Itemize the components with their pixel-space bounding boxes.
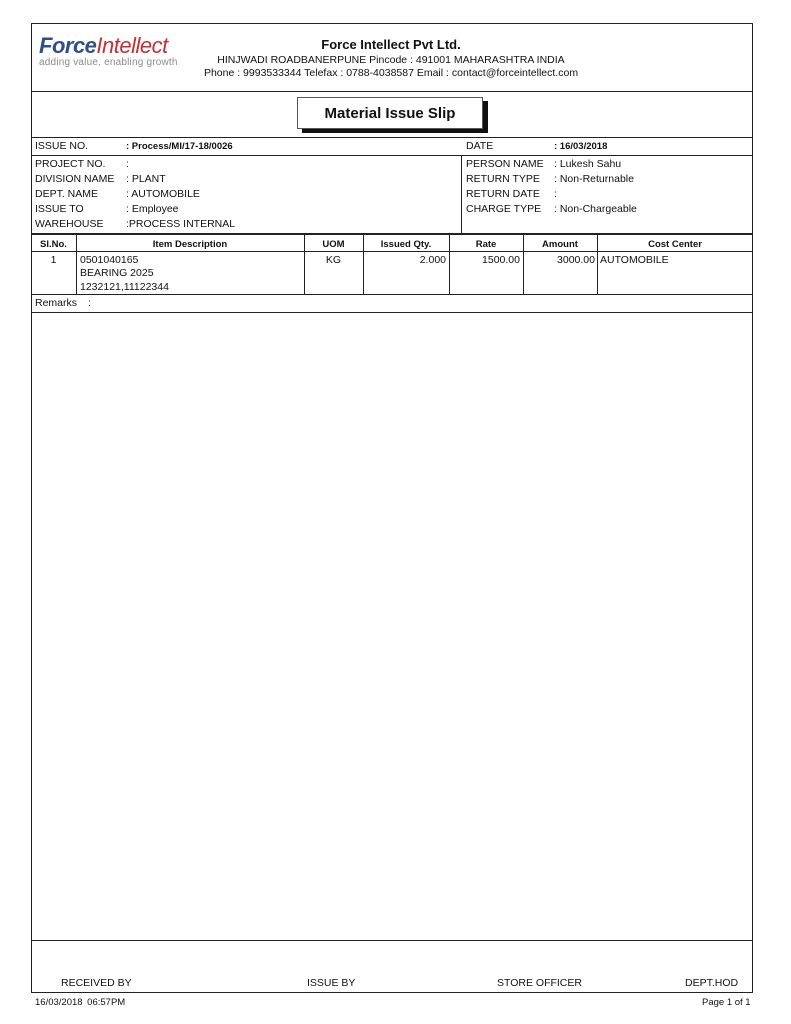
company-contact: Phone : 9993533344 Telefax : 0788-4038587 Email : contact@forceintellect.com bbox=[203, 67, 579, 79]
remarks-label: Remarks bbox=[35, 297, 78, 309]
return-date-label: RETURN DATE bbox=[466, 188, 540, 200]
company-address: HINJWADI ROADBANERPUNE Pincode : 491001 MAHARASHTRA INDIA bbox=[217, 54, 565, 66]
project-no-label: PROJECT NO. bbox=[35, 158, 106, 170]
page-number: Page 1 of 1 bbox=[702, 997, 751, 1008]
table-bottom-border bbox=[31, 294, 753, 295]
document-title: Material Issue Slip bbox=[297, 97, 483, 129]
cell-item-name: BEARING 2025 bbox=[80, 267, 154, 279]
document-page bbox=[31, 23, 753, 993]
received-by-label: RECEIVED BY bbox=[61, 977, 132, 989]
company-name: Force Intellect Pvt Ltd. bbox=[321, 37, 461, 52]
col-issued-qty: Issued Qty. bbox=[380, 239, 432, 250]
person-name-label: PERSON NAME bbox=[466, 158, 544, 170]
date-label: DATE bbox=[466, 140, 494, 152]
cell-issued-qty: 2.000 bbox=[419, 254, 446, 266]
cell-cost-center: AUTOMOBILE bbox=[600, 254, 669, 266]
table-top-border bbox=[31, 233, 753, 235]
issue-to-label: ISSUE TO bbox=[35, 203, 84, 215]
cell-rate: 1500.00 bbox=[482, 254, 520, 266]
charge-type-value: : Non-Chargeable bbox=[554, 203, 637, 215]
divider bbox=[31, 91, 753, 92]
project-no-value: : bbox=[126, 158, 129, 170]
col-rate: Rate bbox=[475, 239, 497, 250]
col-sl-no: Sl.No. bbox=[40, 239, 67, 250]
issue-no-value: : Process/MI/17-18/0026 bbox=[126, 141, 233, 152]
return-date-value: : bbox=[554, 188, 557, 200]
logo-force-text: Force bbox=[39, 33, 97, 58]
table-header-border bbox=[31, 251, 753, 252]
dept-name-value: : AUTOMOBILE bbox=[126, 188, 200, 200]
signature-divider bbox=[31, 940, 753, 941]
charge-type-label: CHARGE TYPE bbox=[466, 203, 542, 215]
division-name-value: : PLANT bbox=[126, 173, 166, 185]
issue-to-value: : Employee bbox=[126, 203, 179, 215]
issue-by-label: ISSUE BY bbox=[307, 977, 356, 989]
divider bbox=[31, 137, 753, 138]
warehouse-value: :PROCESS INTERNAL bbox=[126, 218, 236, 230]
issue-no-label: ISSUE NO. bbox=[35, 140, 89, 152]
cell-amount: 3000.00 bbox=[557, 254, 595, 266]
col-amount: Amount bbox=[542, 239, 578, 250]
dept-name-label: DEPT. NAME bbox=[35, 188, 99, 200]
person-name-value: : Lukesh Sahu bbox=[554, 158, 622, 170]
dept-hod-label: DEPT.HOD bbox=[685, 977, 739, 989]
divider bbox=[31, 312, 753, 313]
division-name-label: DIVISION NAME bbox=[35, 173, 115, 185]
company-logo bbox=[39, 33, 168, 59]
cell-item-serials: 1232121,11122344 bbox=[80, 281, 169, 293]
store-officer-label: STORE OFFICER bbox=[497, 977, 582, 989]
logo-tagline: adding value, enabling growth bbox=[39, 57, 178, 68]
cell-uom: KG bbox=[325, 254, 342, 266]
details-divider bbox=[461, 155, 462, 233]
return-type-value: : Non-Returnable bbox=[554, 173, 634, 185]
remarks-value: : bbox=[88, 297, 91, 309]
divider bbox=[31, 155, 753, 156]
date-value: : 16/03/2018 bbox=[554, 141, 608, 152]
return-type-label: RETURN TYPE bbox=[466, 173, 540, 185]
cell-sl-no: 1 bbox=[50, 254, 57, 266]
warehouse-label: WAREHOUSE bbox=[35, 218, 104, 230]
print-timestamp: 16/03/2018 06:57PM bbox=[35, 997, 126, 1008]
cell-item-code: 0501040165 bbox=[80, 254, 139, 266]
logo-intellect-text: Intellect bbox=[96, 33, 168, 58]
col-cost-center: Cost Center bbox=[648, 239, 702, 250]
col-item-description: Item Description bbox=[152, 239, 228, 250]
col-uom: UOM bbox=[322, 239, 345, 250]
